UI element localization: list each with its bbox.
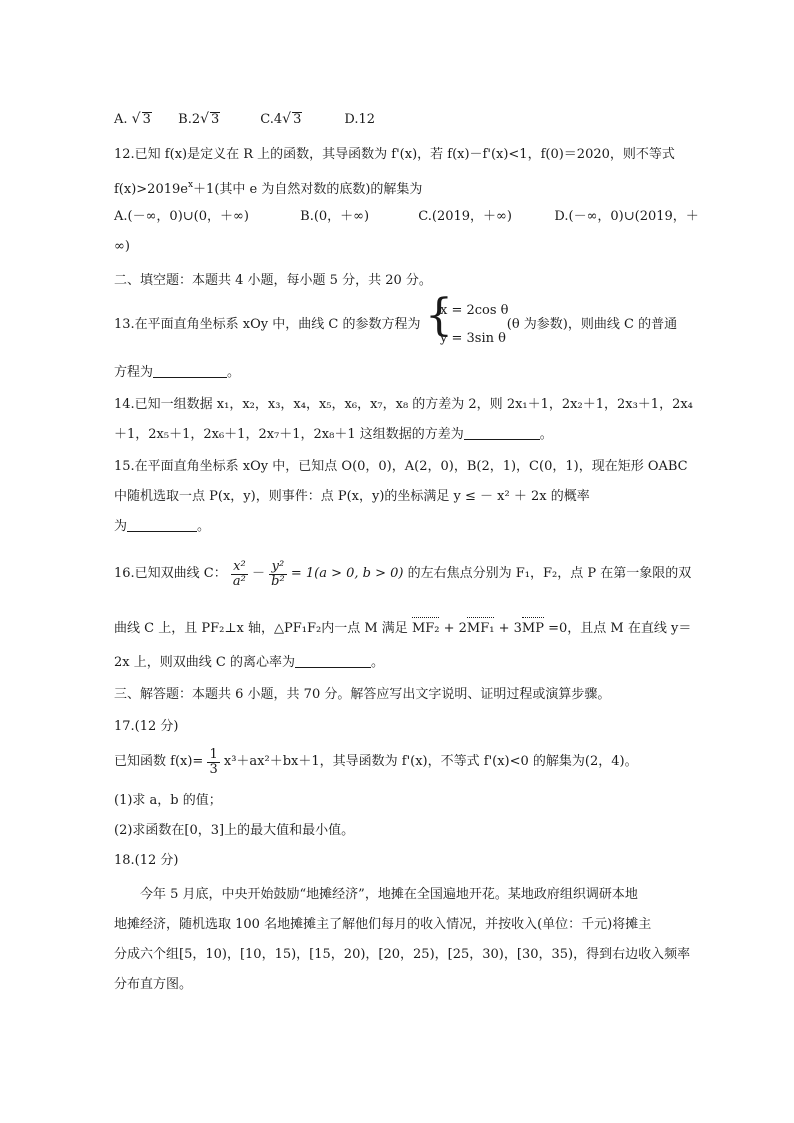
q17-frac: $\frac{1}{3}$ [209, 746, 218, 777]
q13-line2: 方程为 。 [114, 365, 241, 380]
q14-answer-blank [464, 426, 540, 440]
q11-option-b: B.2√ 3 [178, 111, 220, 127]
q17-statement: 已知函数 f(x)= $\frac{1}{3}$ x³＋ax²＋bx＋1，其导函数为 f'(x)，不等式 f'(x)<0 的解集为(2，4)。 [114, 746, 638, 777]
q18-line3: 分成六个组[5，10)，[10，15)，[15，20)，[20，25)，[25，30)，[30，35)，得到右边收入频率 [114, 947, 691, 962]
q14-line1: 14.已知一组数据 x₁，x₂，x₃，x₄，x₅，x₆，x₇，x₈ 的方差为 2，则 2x₁＋1，2x₂＋1，2x₃＋1，2x₄ [114, 397, 693, 412]
q11-option-d: D.12 [344, 112, 376, 127]
q12-options [114, 208, 699, 226]
q16-vector-mp: MP [521, 621, 544, 636]
q12-line1: 12.已知 f(x)是定义在 R 上的函数，其导函数为 f'(x)，若 f(x)－f'(x)<1，f(0)＝2020，则不等式 [114, 147, 675, 162]
q15-line2: 中随机选取一点 P(x，y)，则事件：点 P(x，y)的坐标满足 y ≤ － x² ＋ 2x 的概率 [114, 489, 590, 504]
q13-eq1: x = 2cos θ [440, 303, 509, 318]
q16-line1: 16.已知双曲线 C： $\frac{\text{x²}}{\text{a²}}$ － $\frac{\text{y²}}{\text{b²}}$ = 1(a > 0, b > 0) 的左右焦点分别为 F₁，F₂，点 P 在第一象限的双 [114, 558, 692, 589]
q12-line2: $f(x)>2019e^x+1$(其中 e 为自然对数的底数)的解集为 [114, 180, 423, 197]
q16-line3: 2x 上，则双曲线 C 的离心率为 。 [114, 655, 384, 670]
q17-part2: (2)求函数在[0，3]上的最大值和最小值。 [114, 823, 355, 838]
q16-answer-blank [295, 654, 371, 668]
q14-line2: ＋1，2x₅＋1，2x₆＋1，2x₇＋1，2x₈＋1 这组数据的方差为 。 [114, 427, 553, 442]
q18-line1: 今年 5 月底，中央开始鼓励“地摊经济”，地摊在全国遍地开花。某地政府组织调研本地 [140, 887, 638, 902]
q16-vector-mf1: MF₁ [466, 621, 495, 636]
q16-frac-x: $\frac{\text{x²}}{\text{a²}}$ [232, 558, 246, 589]
q18-line2: 地摊经济，随机选取 100 名地摊摊主了解他们每月的收入情况，并按收入(单位：千元)将摊主 [114, 917, 652, 932]
q13-brace: { [425, 290, 453, 341]
q18-heading: 18.(12 分) [114, 853, 179, 868]
q16-vector-mf2: MF₂ [411, 621, 440, 636]
q13-answer-blank [153, 364, 227, 378]
q11-option-a: A. √ 3 [114, 111, 151, 127]
section-3-heading: 三、解答题：本题共 6 小题，共 70 分。解答应写出文字说明、证明过程或演算步骤。 [114, 687, 611, 702]
q15-answer-blank [127, 518, 197, 532]
q12-option-c: C.(2019，＋∞) [418, 209, 512, 224]
q13-line1: 13.在平面直角坐标系 xOy 中，曲线 C 的参数方程为 (θ 为参数)，则曲线 C 的普通 [114, 317, 678, 332]
q12-option-d: D.(－∞，0)∪(2019，＋ [554, 209, 699, 224]
q16-frac-y: $\frac{\text{y²}}{\text{b²}}$ [271, 558, 285, 589]
q12-option-d-cont: ∞) [114, 239, 130, 254]
q15-line1: 15.在平面直角坐标系 xOy 中，已知点 O(0，0)，A(2，0)，B(2，1)，C(0，1)，现在矩形 OABC [114, 459, 688, 474]
q16-line2: 曲线 C 上，且 PF₂⊥x 轴，△PF₁F₂内一点 M 满足 MF₂ + 2MF₁ + 3MP =0，且点 M 在直线 y＝ [114, 621, 692, 636]
section-2-heading: 二、填空题：本题共 4 小题，每小题 5 分，共 20 分。 [114, 273, 432, 288]
q11-option-c: C.4√ 3 [260, 111, 302, 127]
q17-heading: 17.(12 分) [114, 719, 179, 734]
q17-part1: (1)求 a，b 的值； [114, 793, 222, 808]
q12-option-b: B.(0，＋∞) [300, 209, 370, 224]
q12-option-a: A.(－∞，0)∪(0，＋∞) [114, 209, 249, 224]
q18-line4: 分布直方图。 [114, 977, 193, 992]
q15-line3: 为 。 [114, 519, 211, 534]
q11-options [114, 110, 375, 129]
q13-eq2: y = 3sin θ [440, 331, 506, 346]
